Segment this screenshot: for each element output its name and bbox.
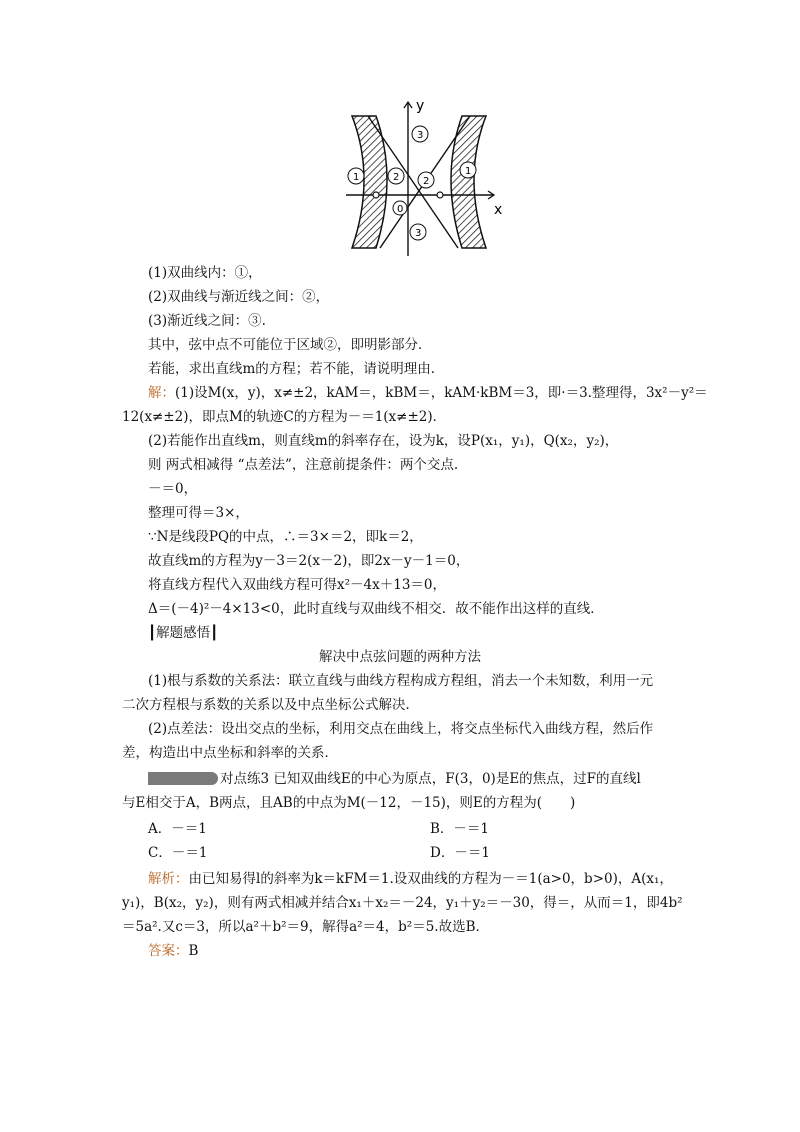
solution-line-10: Δ＝(－4)²－4×13<0，此时直线与双曲线不相交．故不能作出这样的直线． [148,601,604,617]
text-line-3: (3)渐近线之间：③. [148,313,266,329]
solution-line-4: 则 两式相减得 “点差法”，注意前提条件：两个交点. [148,457,459,473]
solution-line-2: 12(x≠±2)，即点M的轨迹C的方程为－＝1(x≠±2)． [122,409,447,425]
solution-line-1 [148,384,708,402]
region-1-right: 1 [465,166,472,177]
insight-header: ┃解题感悟┃ [148,625,219,641]
method-1-line-2: 二次方程根与系数的关系以及中点坐标公式解决． [122,697,419,713]
method-2-line-1: (2)点差法：设出交点的坐标，利用交点在曲线上，将交点坐标代入曲线方程，然后作 [148,721,654,737]
method-1-line-1: (1)根与系数的关系法：联立直线与曲线方程构成方程组，消去一个未知数，利用一元 [148,673,654,689]
text-line-5: 若能，求出直线m的方程；若不能，请说明理由． [148,361,445,377]
solution-line-9: 将直线方程代入双曲线方程可得x²－4x＋13＝0， [148,577,446,593]
exercise-line-1 [148,770,641,788]
region-0-origin: 0 [397,204,404,215]
y-axis-label: y [416,98,425,114]
exercise-text-1: 对点练3 已知双曲线E的中心为原点，F(3，0)是E的焦点，过F的直线l [220,771,641,787]
exercise-marker-bar [148,772,218,785]
text-line-2: (2)双曲线与渐近线之间：②， [148,289,330,305]
solution-line-8: 故直线m的方程为y－3＝2(x－2)，即2x－y－1＝0， [148,553,470,569]
solution-line-6: 整理可得＝3×， [148,505,249,521]
option-c: C．－＝1 [148,845,208,861]
exercise-line-2 [122,794,575,812]
text-line-1: (1)双曲线内：①， [148,265,262,281]
vertex-left [373,192,379,198]
solution-label: 解： [148,385,175,401]
analysis-text-1: 由已知易得l的斜率为k＝kFM＝1.设双曲线的方程为－＝1(a>0，b>0)，A(x₁， [188,871,673,887]
solution-line-5: －＝0， [148,481,198,497]
exercise-text-2: 与E相交于A，B两点，且AB的中点为M(－12，－15)，则E的方程为( [122,795,543,811]
answer-label: 答案： [148,943,189,959]
analysis-line-3: ＝5a².又c＝3，所以a²＋b²＝9，解得a²＝4，b²＝5.故选B． [122,919,489,935]
x-axis-label: x [494,202,503,218]
method-2-line-2: 差，构造出中点坐标和斜率的关系． [122,745,338,761]
hyperbola-figure [346,98,508,258]
region-3-bottom: 3 [415,228,422,239]
region-2-left: 2 [393,172,400,183]
region-2-right: 2 [423,176,430,187]
solution-text-1: (1)设M(x，y)，x≠±2，kAM＝，kBM＝，kAM·kBM＝3，即·＝3.整理得，3x²－y²＝ [175,385,708,401]
region-1-left: 1 [353,172,360,183]
answer-paren-close: ) [570,795,576,811]
answer-line [148,942,198,960]
analysis-line-2: y₁)，B(x₂，y₂)，则有两式相减并结合x₁＋x₂＝－24，y₁＋y₂＝－30，得＝，从而＝1，即4b² [122,895,683,911]
text-line-4: 其中，弦中点不可能位于区域②，即明影部分． [148,337,432,353]
solution-line-7: ∵N是线段PQ的中点，∴＝3×＝2，即k＝2， [148,529,423,545]
insight-title: 解决中点弦问题的两种方法 [319,649,481,665]
analysis-label: 解析： [148,871,189,887]
solution-line-3: (2)若能作出直线m，则直线m的斜率存在，设为k，设P(x₁，y₁)，Q(x₂，y₂)， [148,433,619,449]
option-b: B．－＝1 [430,821,490,837]
option-d: D．－＝1 [430,845,490,861]
vertex-right [437,192,443,198]
region-3-top: 3 [417,130,424,141]
analysis-line-1 [148,870,673,888]
answer-value: B [188,943,199,959]
option-a: A．－＝1 [148,821,207,837]
